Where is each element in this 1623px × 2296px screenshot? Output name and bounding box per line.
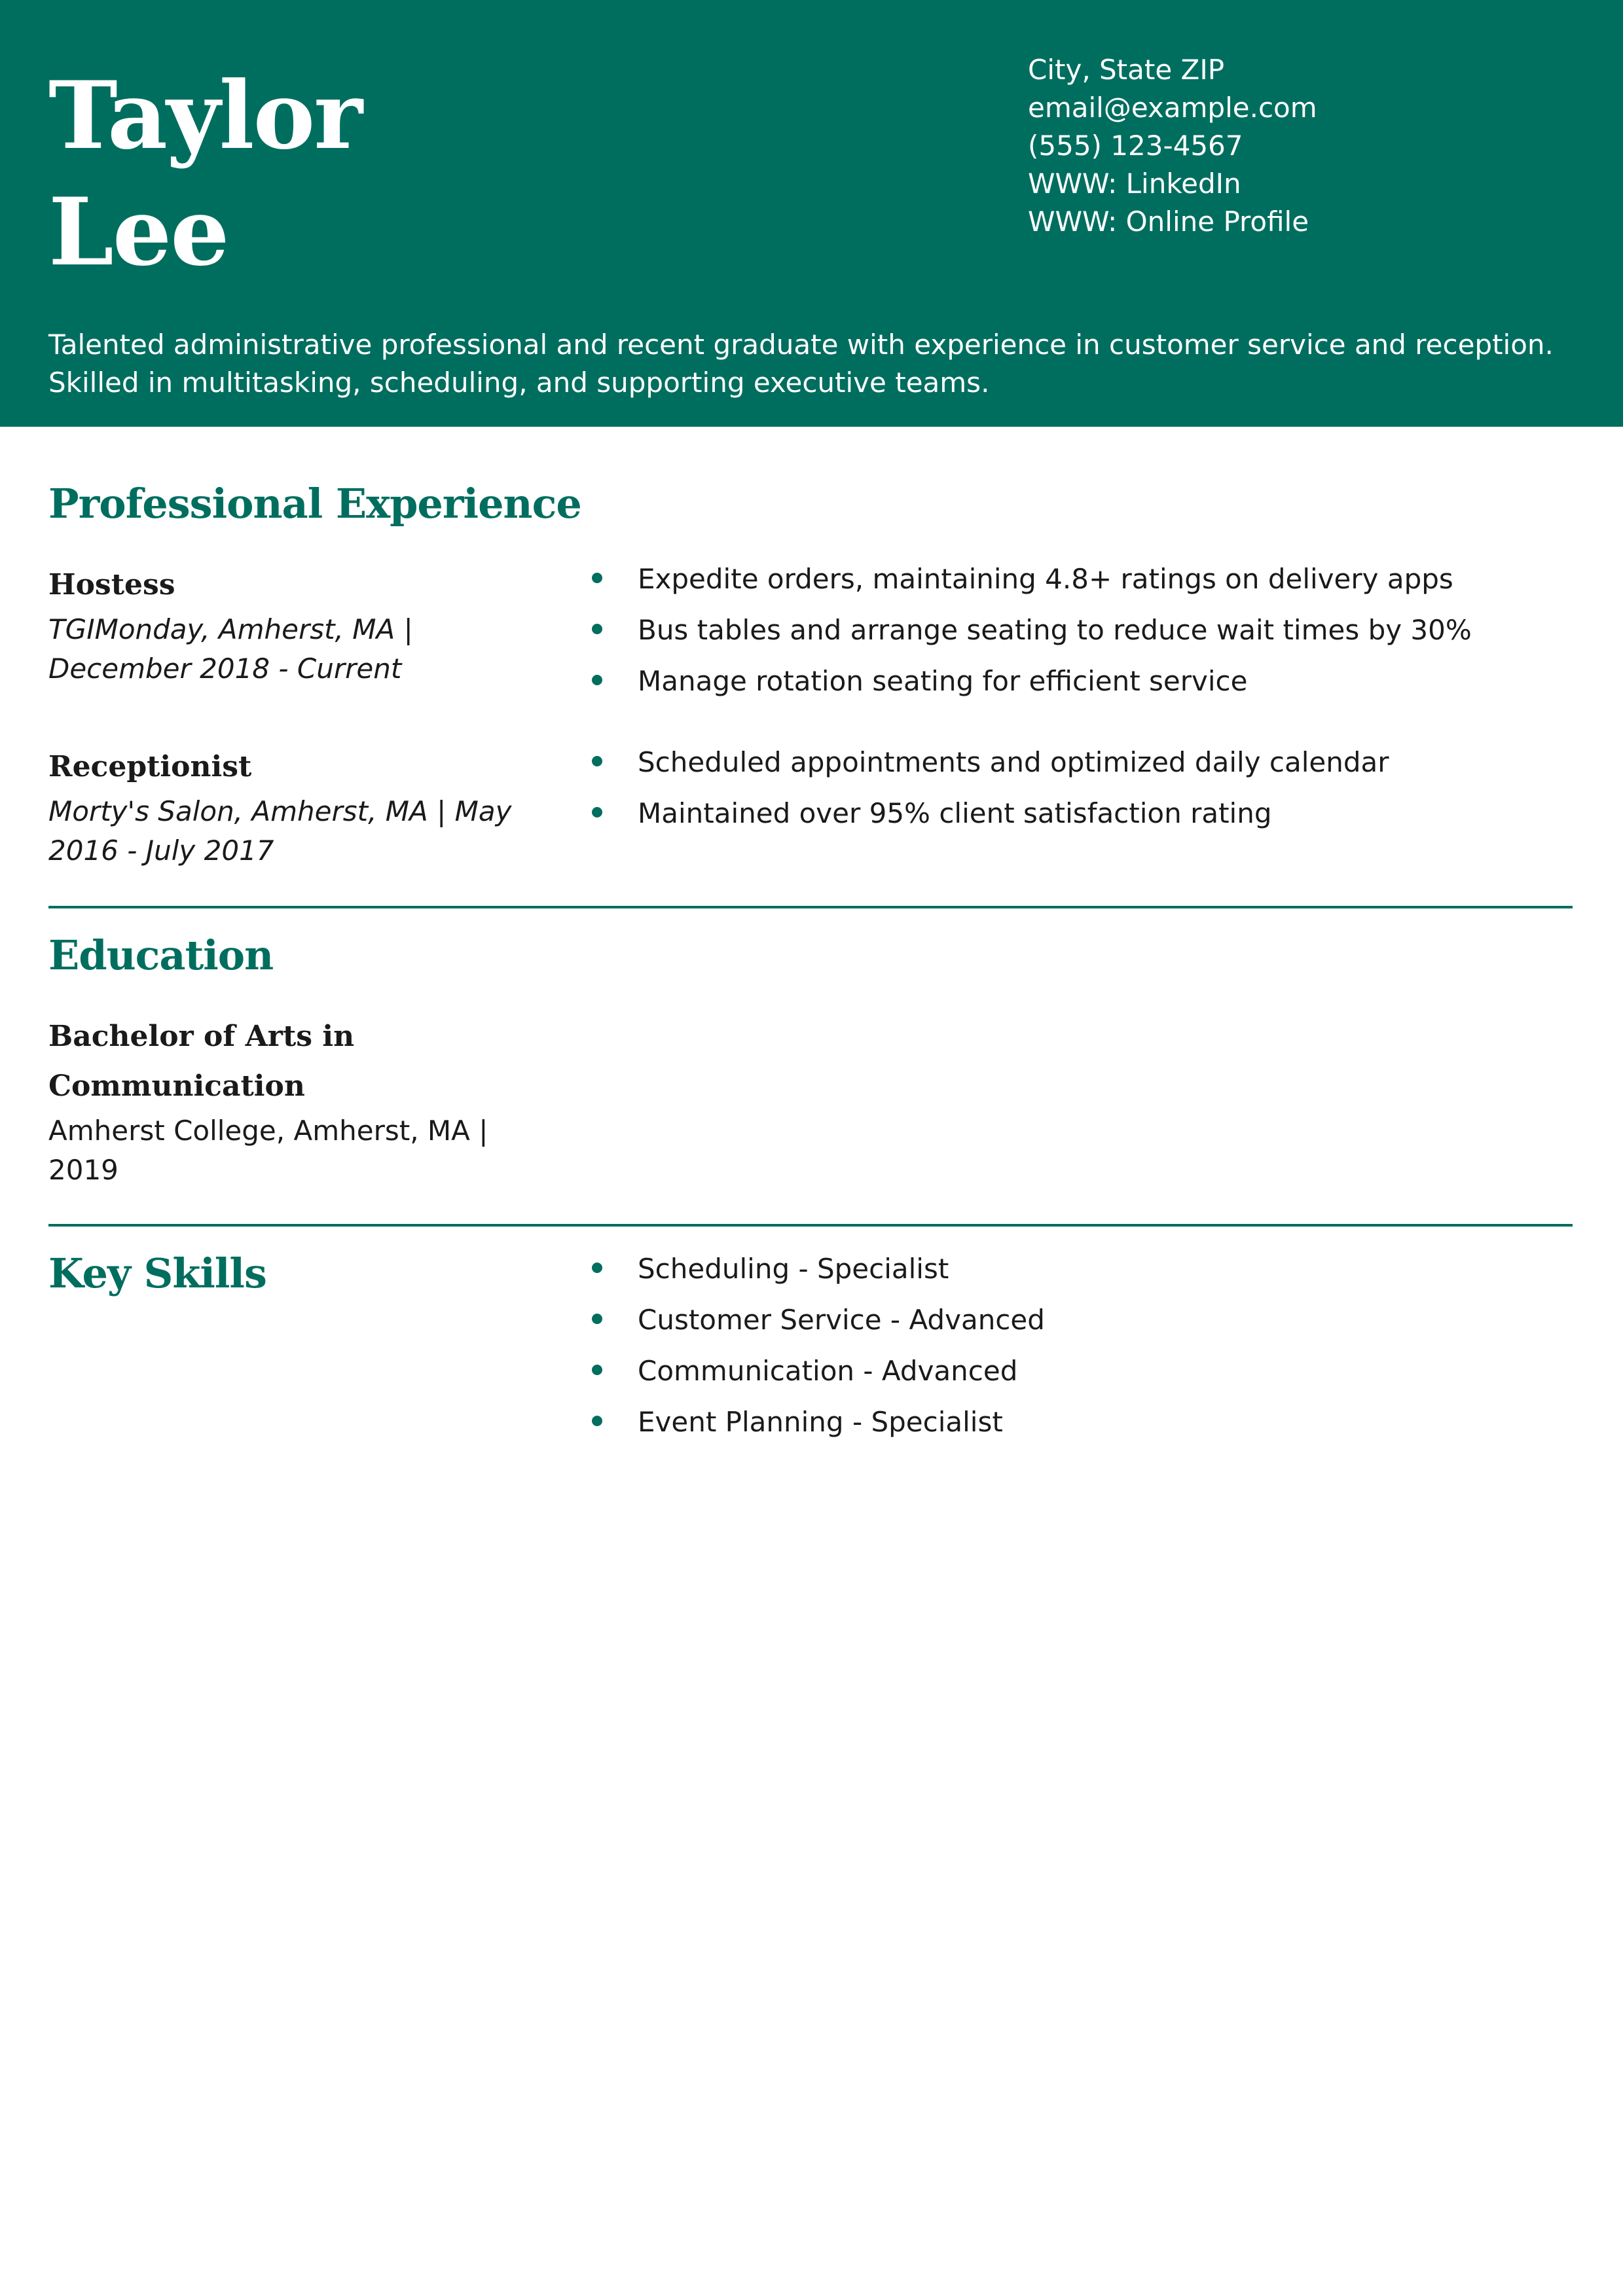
bullet-text: Scheduled appointments and optimized daily calendar [638, 746, 1389, 778]
contact-info [1028, 51, 1317, 241]
skill-text: Scheduling - Specialist [638, 1253, 949, 1285]
degree-line: Communication [48, 1069, 305, 1103]
bullet-icon [592, 807, 602, 817]
education-section-title: Education [48, 931, 274, 979]
list-item [591, 554, 1472, 605]
education-meta-line: 2019 [48, 1154, 119, 1186]
bullet-icon [592, 1263, 602, 1273]
contact-profile[interactable]: WWW: Online Profile [1028, 206, 1309, 238]
skill-text: Communication - Advanced [638, 1355, 1018, 1387]
job-title: Hostess [48, 568, 175, 601]
degree-line: Bachelor of Arts in [48, 1020, 355, 1053]
bullet-icon [592, 573, 602, 583]
list-item [591, 605, 1472, 656]
list-item [591, 1346, 1045, 1397]
contact-email[interactable]: email@example.com [1028, 92, 1317, 124]
skills-list [591, 1244, 1045, 1448]
contact-phone: (555) 123-4567 [1028, 130, 1243, 162]
bullet-icon [592, 756, 602, 766]
bullet-icon [592, 1314, 602, 1324]
section-divider [48, 906, 1573, 908]
list-item [591, 1244, 1045, 1295]
job-meta-line: December 2018 - Current [48, 653, 402, 685]
last-name: Lee [48, 178, 228, 287]
job-meta-line: TGIMonday, Amherst, MA | [48, 613, 413, 645]
bullet-text: Bus tables and arrange seating to reduce wait times by 30% [638, 614, 1472, 646]
bullet-text: Manage rotation seating for efficient service [638, 665, 1248, 697]
candidate-name [48, 58, 361, 291]
bullet-text: Expedite orders, maintaining 4.8+ ratings on delivery apps [638, 563, 1453, 595]
job-title: Receptionist [48, 750, 252, 783]
list-item [591, 1295, 1045, 1346]
skill-text: Customer Service - Advanced [638, 1304, 1045, 1336]
professional-summary: Talented administrative professional and recent graduate with experience in customer service and reception. Skilled in multitasking, scheduling, and supporting executive teams. [48, 329, 1554, 399]
list-item [591, 656, 1472, 707]
education-entry [48, 1012, 520, 1190]
job-bullets-receptionist [591, 737, 1389, 839]
section-divider [48, 1224, 1573, 1227]
education-meta-line: Amherst College, Amherst, MA | [48, 1115, 488, 1147]
contact-location: City, State ZIP [1028, 54, 1225, 86]
job-meta-line: 2016 - July 2017 [48, 834, 274, 867]
job-entry-hostess [48, 560, 520, 689]
list-item [591, 737, 1389, 788]
bullet-icon [592, 1365, 602, 1375]
bullet-icon [592, 675, 602, 685]
bullet-icon [592, 1416, 602, 1426]
job-bullets-hostess [591, 554, 1472, 707]
resume-header [0, 0, 1623, 427]
job-meta-line: Morty's Salon, Amherst, MA | May [48, 795, 512, 827]
bullet-icon [592, 624, 602, 634]
skill-text: Event Planning - Specialist [638, 1406, 1003, 1438]
skills-section-title: Key Skills [48, 1249, 266, 1297]
job-entry-receptionist [48, 742, 520, 870]
experience-section-title: Professional Experience [48, 480, 581, 528]
bullet-text: Maintained over 95% client satisfaction rating [638, 797, 1272, 829]
first-name: Taylor [48, 62, 362, 170]
contact-linkedin[interactable]: WWW: LinkedIn [1028, 168, 1241, 200]
list-item [591, 788, 1389, 839]
list-item [591, 1397, 1045, 1448]
